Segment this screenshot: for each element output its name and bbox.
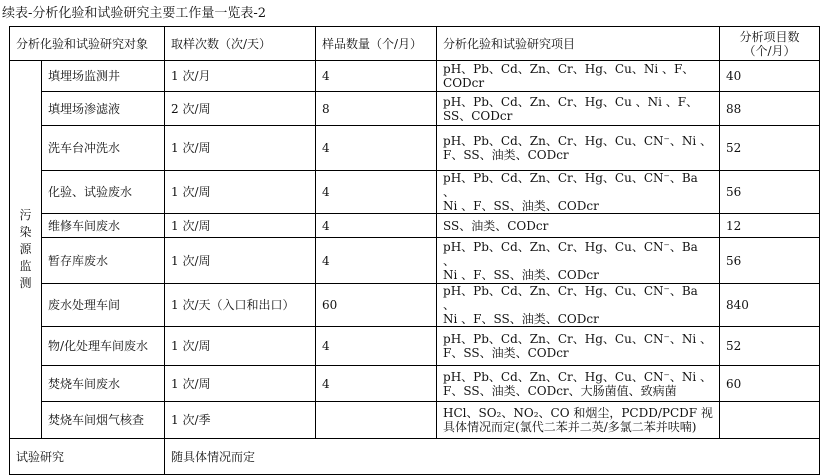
cell-items	[437, 238, 720, 284]
cell-samples: 4	[316, 238, 437, 284]
cell-count: 88	[720, 92, 820, 126]
cell-frequency: 1 次/周	[165, 327, 316, 366]
items-line: pH、Pb、Cd、Zn、Cr、Hg、Cu、CN⁻、Ba 、	[443, 284, 698, 312]
cell-object: 洗车台冲洗水	[42, 126, 165, 171]
header-frequency: 取样次数（次/天）	[165, 27, 316, 61]
footer-label: 试验研究	[10, 439, 165, 475]
cell-items	[437, 92, 720, 126]
items-line: 具体情况而定(氯代二苯并二英/多氯二苯并呋喃)	[443, 420, 697, 434]
items-line: pH、Pb、Cd、Zn、Cr、Hg、Cu、CN⁻、Ni 、	[443, 369, 712, 384]
table-row	[10, 92, 820, 126]
cell-object: 焚烧车间烟气核查	[42, 402, 165, 439]
items-line: CODcr	[443, 76, 485, 90]
cell-object: 废水处理车间	[42, 284, 165, 327]
items-line: HCl、SO₂、NO₂、CO 和烟尘，PCDD/PCDF 视	[443, 406, 713, 420]
cell-samples: 4	[316, 171, 437, 214]
items-line: SS、CODcr	[443, 108, 513, 123]
header-samples: 样品数量（个/月）	[316, 27, 437, 61]
table-row	[10, 126, 820, 171]
cell-count: 40	[720, 61, 820, 92]
items-line: Ni 、F、SS、油类、CODcr	[443, 267, 599, 282]
cell-count	[720, 402, 820, 439]
cell-object: 维修车间废水	[42, 214, 165, 238]
workload-table	[9, 26, 820, 475]
table-row	[10, 171, 820, 214]
cell-object: 焚烧车间废水	[42, 366, 165, 402]
cell-count: 840	[720, 284, 820, 327]
cell-samples: 4	[316, 126, 437, 171]
table-row	[10, 214, 820, 238]
cell-count: 52	[720, 327, 820, 366]
cell-frequency: 1 次/周	[165, 366, 316, 402]
items-line: F、SS、油类、CODcr	[443, 346, 569, 360]
cell-frequency: 1 次/月	[165, 61, 316, 92]
cell-items	[437, 402, 720, 439]
cell-items	[437, 327, 720, 366]
footer-value: 随具体情况而定	[165, 439, 820, 475]
header-count-line1: 分析项目数	[739, 29, 800, 44]
group-label-char: 污	[19, 208, 32, 222]
header-count-line2: （个/月）	[743, 43, 796, 58]
cell-items	[437, 61, 720, 92]
cell-frequency: 1 次/周	[165, 214, 316, 238]
cell-count: 52	[720, 126, 820, 171]
group-label	[19, 207, 33, 292]
header-object: 分析化验和试验研究对象	[10, 27, 165, 61]
items-line: pH、Pb、Cd、Zn、Cr、Hg、Cu、CN⁻、Ba 、	[443, 171, 698, 199]
table-row	[10, 366, 820, 402]
cell-frequency: 1 次/周	[165, 238, 316, 284]
group-label-char: 染	[19, 225, 32, 239]
items-line: pH、Pb、Cd、Zn、Cr、Hg、Cu、CN⁻、Ni 、	[443, 134, 712, 148]
cell-samples: 8	[316, 92, 437, 126]
cell-samples: 4	[316, 214, 437, 238]
items-line: F、SS、油类、CODcr	[443, 148, 569, 162]
cell-samples	[316, 402, 437, 439]
group-label-char: 测	[19, 276, 32, 290]
cell-object: 化验、试验废水	[42, 171, 165, 214]
items-line: pH、Pb、Cd、Zn、Cr、Hg、Cu、Ni 、F、	[443, 62, 695, 76]
items-line: pH、Pb、Cd、Zn、Cr、Hg、Cu 、Ni 、F、	[443, 94, 699, 109]
cell-frequency: 1 次/周	[165, 126, 316, 171]
cell-frequency: 1 次/周	[165, 171, 316, 214]
cell-count: 60	[720, 366, 820, 402]
cell-items	[437, 171, 720, 214]
group-label-cell	[10, 61, 42, 439]
group-label-char: 监	[19, 259, 32, 273]
cell-samples: 4	[316, 366, 437, 402]
items-line: SS、油类、CODcr	[443, 218, 549, 233]
items-line: pH、Pb、Cd、Zn、Cr、Hg、Cu、CN⁻、Ni 、	[443, 332, 712, 346]
footer-row	[10, 439, 820, 475]
header-items: 分析化验和试验研究项目	[437, 27, 720, 61]
header-row	[10, 27, 820, 61]
table-row	[10, 327, 820, 366]
cell-items	[437, 284, 720, 327]
table-title: 续表-分析化验和试验研究主要工作量一览表-2	[2, 6, 267, 21]
header-count	[720, 27, 820, 61]
cell-object: 物/化处理车间废水	[42, 327, 165, 366]
cell-count: 12	[720, 214, 820, 238]
cell-frequency: 1 次/季	[165, 402, 316, 439]
cell-object: 填埋场渗滤液	[42, 92, 165, 126]
cell-items	[437, 126, 720, 171]
table-row	[10, 61, 820, 92]
cell-samples: 4	[316, 327, 437, 366]
items-line: pH、Pb、Cd、Zn、Cr、Hg、Cu、CN⁻、Ba 、	[443, 239, 698, 268]
cell-samples: 4	[316, 61, 437, 92]
table-row	[10, 238, 820, 284]
cell-items	[437, 366, 720, 402]
cell-object: 暂存库废水	[42, 238, 165, 284]
items-line: Ni 、F、SS、油类、CODcr	[443, 312, 599, 326]
cell-object: 填埋场监测井	[42, 61, 165, 92]
cell-frequency: 1 次/天（入口和出口）	[165, 284, 316, 327]
cell-count: 56	[720, 171, 820, 214]
cell-frequency: 2 次/周	[165, 92, 316, 126]
items-line: Ni 、F、SS、油类、CODcr	[443, 199, 599, 213]
cell-count: 56	[720, 238, 820, 284]
cell-samples: 60	[316, 284, 437, 327]
table-row	[10, 284, 820, 327]
group-label-char: 源	[19, 242, 32, 256]
table-row	[10, 402, 820, 439]
cell-items	[437, 214, 720, 238]
items-line: F、SS、油类、CODcr、大肠菌值、致病菌	[443, 383, 677, 398]
